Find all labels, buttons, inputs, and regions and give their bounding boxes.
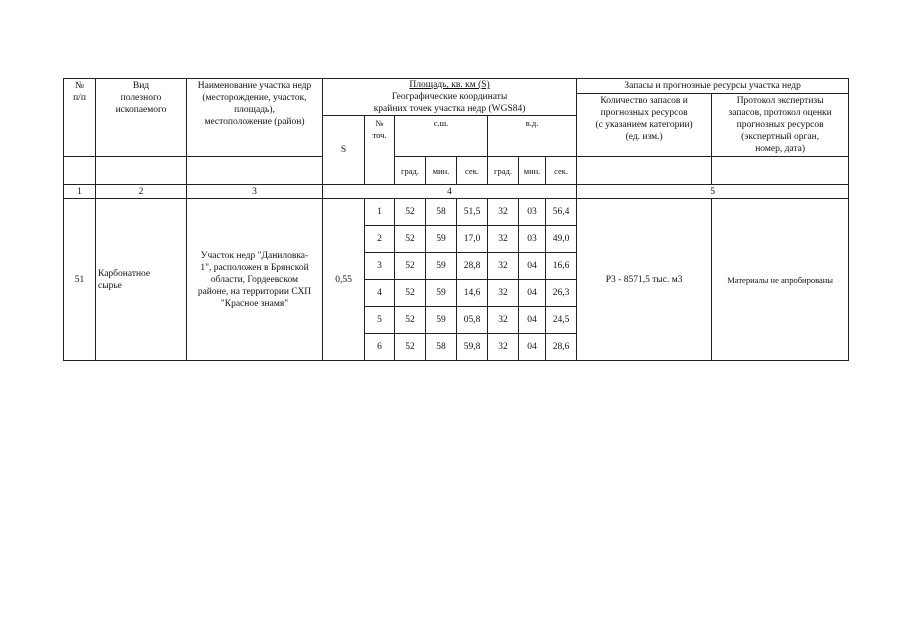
header-protocol: Протокол экспертизы запасов, протокол оценки прогнозных ресурсов (экспертный орган, номер, дата) — [712, 94, 849, 157]
col-number: 4 — [323, 185, 577, 199]
point-no: 5 — [365, 307, 395, 334]
point-no: 1 — [365, 199, 395, 226]
header-type: Вид полезного ископаемого — [96, 79, 187, 157]
point-e-sec: 16,6 — [546, 253, 577, 280]
point-n-min: 59 — [426, 307, 457, 334]
header-reserves: Запасы и прогнозные ресурсы участка недр — [577, 79, 849, 94]
point-n-deg: 52 — [395, 226, 426, 253]
point-n-sec: 14,6 — [457, 280, 488, 307]
point-n-sec: 17,0 — [457, 226, 488, 253]
point-e-sec: 26,3 — [546, 280, 577, 307]
point-n-min: 59 — [426, 253, 457, 280]
point-n-deg: 52 — [395, 199, 426, 226]
point-e-min: 04 — [519, 280, 546, 307]
header-e-min: мин. — [519, 157, 546, 185]
point-e-sec: 56,4 — [546, 199, 577, 226]
col-number: 5 — [577, 185, 849, 199]
header-geo: Географические координаты крайних точек участка недр (WGS84) — [373, 92, 526, 114]
header-pt-no: № точ. — [365, 116, 395, 185]
header-s: S — [323, 116, 365, 185]
header-qty: Количество запасов и прогнозных ресурсов (с указанием категории) (ед. изм.) — [577, 94, 712, 157]
point-no: 3 — [365, 253, 395, 280]
point-n-min: 59 — [426, 280, 457, 307]
point-n-deg: 52 — [395, 253, 426, 280]
point-e-sec: 24,5 — [546, 307, 577, 334]
header-n-sec: сек. — [457, 157, 488, 185]
point-e-min: 04 — [519, 253, 546, 280]
point-e-deg: 32 — [488, 226, 519, 253]
row-name: Участок недр "Даниловка- 1", расположен в Брянской области, Гордеевском районе, на территории СХП "Красное знамя" — [187, 199, 323, 361]
point-e-deg: 32 — [488, 334, 519, 361]
header-no: № п/п — [64, 79, 96, 157]
point-e-deg: 32 — [488, 307, 519, 334]
point-n-sec: 59,8 — [457, 334, 488, 361]
header-name: Наименование участка недр (месторождение, участок, площадь), местоположение (район) — [187, 79, 323, 157]
point-no: 2 — [365, 226, 395, 253]
header-area-geo — [323, 79, 577, 116]
point-n-min: 58 — [426, 199, 457, 226]
point-e-sec: 28,6 — [546, 334, 577, 361]
col-number: 2 — [96, 185, 187, 199]
row-no: 51 — [64, 199, 96, 361]
header-n-min: мин. — [426, 157, 457, 185]
point-e-min: 04 — [519, 334, 546, 361]
point-e-deg: 32 — [488, 280, 519, 307]
point-n-deg: 52 — [395, 307, 426, 334]
point-e-min: 04 — [519, 307, 546, 334]
point-n-min: 58 — [426, 334, 457, 361]
point-e-sec: 49,0 — [546, 226, 577, 253]
resource-table — [63, 78, 849, 361]
point-n-deg: 52 — [395, 280, 426, 307]
header-n-deg: град. — [395, 157, 426, 185]
point-n-sec: 28,8 — [457, 253, 488, 280]
row-reserves: Р3 - 8571,5 тыс. м3 — [577, 199, 712, 361]
point-n-sec: 05,8 — [457, 307, 488, 334]
point-n-sec: 51,5 — [457, 199, 488, 226]
header-area-title: Площадь, кв. км (S) — [409, 80, 490, 90]
point-no: 4 — [365, 280, 395, 307]
point-no: 6 — [365, 334, 395, 361]
point-e-deg: 32 — [488, 253, 519, 280]
row-protocol: Материалы не апробированы — [712, 199, 849, 361]
row-type: Карбонатное сырье — [96, 199, 187, 361]
point-n-min: 59 — [426, 226, 457, 253]
point-e-min: 03 — [519, 226, 546, 253]
col-number: 1 — [64, 185, 96, 199]
point-e-deg: 32 — [488, 199, 519, 226]
point-e-min: 03 — [519, 199, 546, 226]
header-north: с.ш. — [395, 116, 488, 157]
header-e-sec: сек. — [546, 157, 577, 185]
point-n-deg: 52 — [395, 334, 426, 361]
col-number: 3 — [187, 185, 323, 199]
table-row — [64, 199, 849, 226]
header-e-deg: град. — [488, 157, 519, 185]
row-area: 0,55 — [323, 199, 365, 361]
header-east: в.д. — [488, 116, 577, 157]
